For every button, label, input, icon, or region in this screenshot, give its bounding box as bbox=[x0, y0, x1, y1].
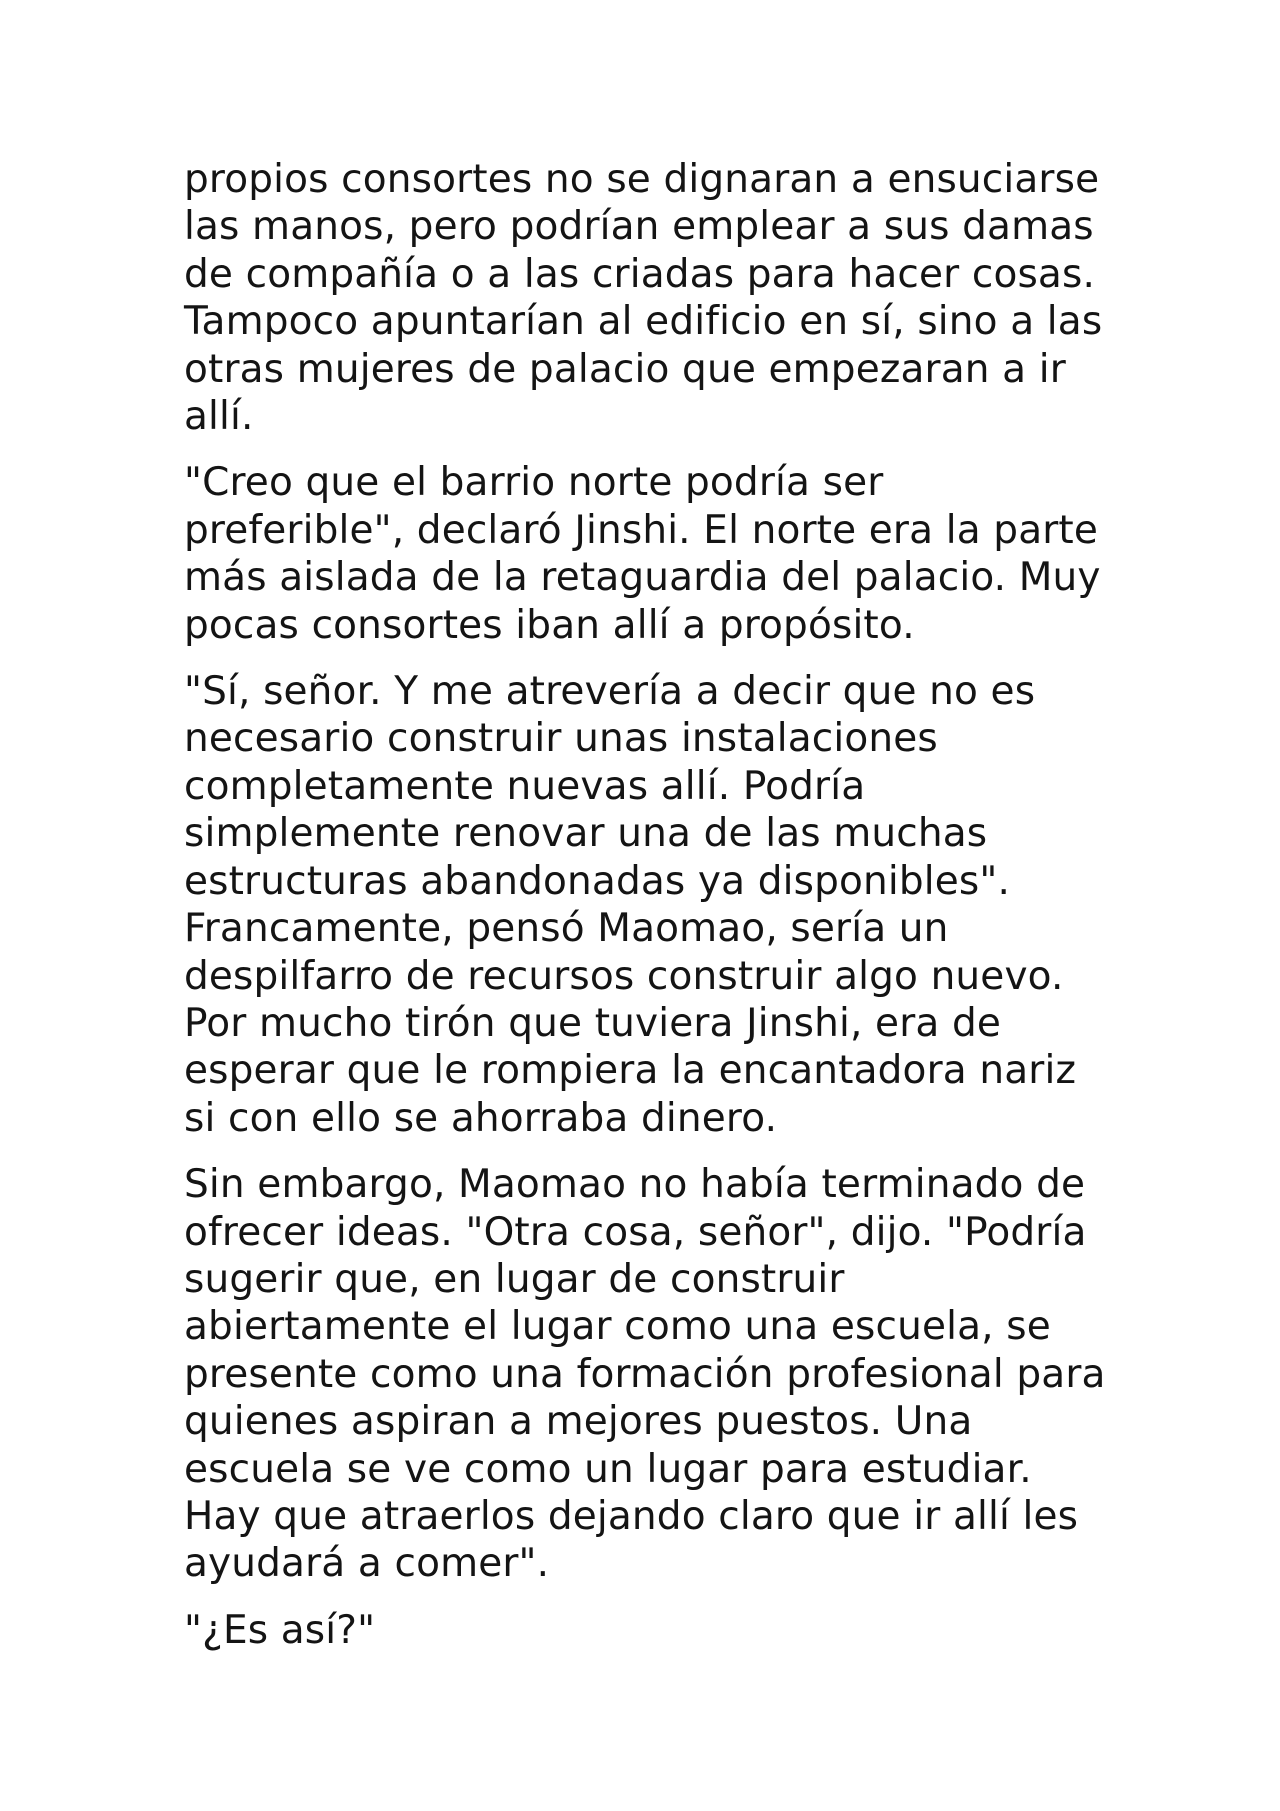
text-line: "¿Es así?" bbox=[184, 1607, 376, 1653]
text-line: esperar que le rompiera la encantadora nariz bbox=[184, 1048, 1077, 1094]
text-line: sugerir que, en lugar de construir bbox=[184, 1256, 845, 1302]
text-line: ofrecer ideas. "Otra cosa, señor", dijo. "Podría bbox=[184, 1209, 1087, 1255]
paragraph-2 bbox=[184, 459, 1124, 649]
text-line: quienes aspiran a mejores puestos. Una bbox=[184, 1399, 973, 1445]
paragraph-4 bbox=[184, 1161, 1124, 1588]
text-line: preferible", declaró Jinshi. El norte era la parte bbox=[184, 507, 1099, 553]
text-line: escuela se ve como un lugar para estudiar. bbox=[184, 1446, 1032, 1492]
text-line: allí. bbox=[184, 394, 254, 440]
text-line: despilfarro de recursos construir algo nuevo. bbox=[184, 953, 1064, 999]
text-body bbox=[184, 156, 1124, 1673]
text-line: necesario construir unas instalaciones bbox=[184, 716, 938, 762]
text-line: Sin embargo, Maomao no había terminado de bbox=[184, 1162, 1086, 1208]
text-line: más aislada de la retaguardia del palacio. Muy bbox=[184, 555, 1101, 601]
text-line: "Creo que el barrio norte podría ser bbox=[184, 460, 884, 506]
text-line: Francamente, pensó Maomao, sería un bbox=[184, 906, 949, 952]
text-line: presente como una formación profesional para bbox=[184, 1351, 1106, 1397]
text-line: Por mucho tirón que tuviera Jinshi, era de bbox=[184, 1000, 1002, 1046]
text-line: Tampoco apuntarían al edificio en sí, sino a las bbox=[184, 299, 1103, 345]
text-line: si con ello se ahorraba dinero. bbox=[184, 1095, 778, 1141]
text-line: Hay que atraerlos dejando claro que ir allí les bbox=[184, 1493, 1079, 1539]
paragraph-3 bbox=[184, 668, 1124, 1142]
paragraph-5 bbox=[184, 1607, 1124, 1654]
text-line: ayudará a comer". bbox=[184, 1541, 550, 1587]
text-line: simplemente renovar una de las muchas bbox=[184, 811, 988, 857]
text-line: de compañía o a las criadas para hacer cosas. bbox=[184, 251, 1095, 297]
text-line: las manos, pero podrían emplear a sus damas bbox=[184, 204, 1094, 250]
text-line: abiertamente el lugar como una escuela, se bbox=[184, 1304, 1051, 1350]
text-line: estructuras abandonadas ya disponibles". bbox=[184, 858, 1011, 904]
text-line: propios consortes no se dignaran a ensuciarse bbox=[184, 157, 1100, 202]
text-line: otras mujeres de palacio que empezaran a ir bbox=[184, 346, 1066, 392]
paragraph-1 bbox=[184, 156, 1124, 440]
text-line: "Sí, señor. Y me atrevería a decir que no es bbox=[184, 669, 1036, 715]
text-line: completamente nuevas allí. Podría bbox=[184, 763, 866, 809]
text-line: pocas consortes iban allí a propósito. bbox=[184, 602, 915, 648]
